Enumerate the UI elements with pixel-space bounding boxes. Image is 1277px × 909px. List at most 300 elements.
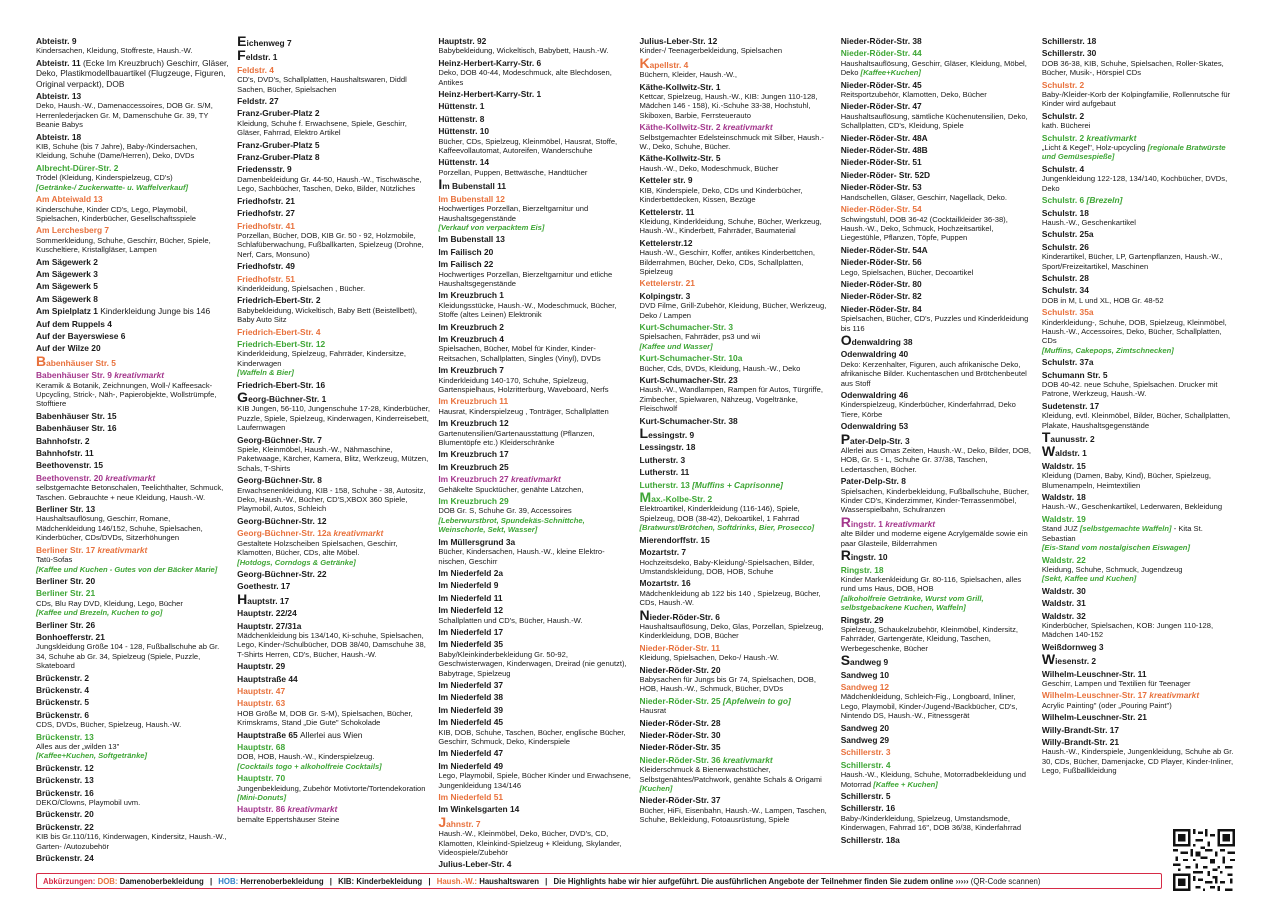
street-address <box>841 349 1034 359</box>
item-list: Keramik & Botanik, Zeichnungen, Woll-/ Kaffeesack-Upcycling, Strick-, Näh-, Papierobjekte, Wollstrümpfe, Stofftiere <box>36 380 217 409</box>
street-name: Julius-Leber-Str. 12 <box>639 36 718 46</box>
street-name: Auf dem Ruppels 4 <box>36 318 112 329</box>
address-entry <box>841 48 1034 77</box>
food-highlight: [Leberwurstbrot, Spundekäs-Schnittche, Weinschorle, Sekt, Wasser] <box>438 515 585 535</box>
address-entry <box>438 247 631 257</box>
food-highlight: [Hotdogs, Corndogs & Getränke] <box>237 557 356 567</box>
entry-description <box>237 175 430 194</box>
street-address <box>237 516 430 526</box>
street-name: Schulstr. 2 <box>1041 132 1085 143</box>
street-address <box>438 568 631 578</box>
address-entry <box>841 133 1034 143</box>
entry-description <box>841 814 1034 833</box>
item-list: Kleidung, evtl. Kleinmöbel, Bilder, Bücher, Schallplatten, Plakate, Haushaltsgegenstände <box>1041 411 1231 430</box>
street-address <box>36 460 229 470</box>
street-address <box>640 755 833 765</box>
street-name: Hüttenstr. 14 <box>438 157 490 168</box>
street-name: Friedrich-Ebert-Str. 12 <box>237 338 326 349</box>
column-5 <box>841 36 1042 864</box>
item-list: DOB in M, L und XL, HOB Gr. 48-52 <box>1041 295 1164 305</box>
address-entry <box>640 238 833 277</box>
address-entry <box>237 108 430 137</box>
street-name: Schulstr. 4 <box>1041 163 1085 174</box>
street-address <box>237 435 430 445</box>
street-address <box>640 175 833 185</box>
item-list: Bücher, Kindersachen, Haush.-W., kleine Elektro-nischen, Geschirr <box>438 547 605 566</box>
address-entry <box>36 331 229 341</box>
entry-description <box>438 485 631 494</box>
address-entry <box>1042 461 1235 490</box>
street-address <box>36 673 229 683</box>
item-list: Elektroartikel, Kinderkleidung (116-146), Spiele, Spielzeug, DOB (38-42), Dekoartikel, 1 Fahrrad <box>639 504 800 523</box>
street-address <box>237 96 430 106</box>
street-address <box>237 295 430 305</box>
street-name: Hauptstraße 44 <box>237 673 298 684</box>
street-name-rest: aldstr. 1 <box>1055 448 1087 459</box>
street-name: Waldstr. 19 <box>1041 513 1086 524</box>
food-highlight: [selbstgemachte Waffeln] <box>1079 524 1172 534</box>
street-address <box>237 208 430 218</box>
street-name: Schillerstr. 16 <box>840 803 896 814</box>
initial-letter: R <box>840 513 851 530</box>
street-name: Brückenstr. 6 <box>36 709 90 720</box>
food-highlight: [Kuchen] <box>639 784 673 794</box>
street-address <box>841 279 1034 289</box>
street-name: Schulstr. 25a <box>1041 229 1094 240</box>
food-highlight: [Muffins, Cakepops, Zimtschnecken] <box>1041 345 1174 355</box>
street-name: Nieder-Röder-Str. 47 <box>840 101 922 112</box>
item-list: Kinderschuhe, Kinder CD's, Lego, Playmobil, Spielsachen, Kinderbücher, Gesellschaftsspiele <box>36 204 196 223</box>
entry-description <box>640 46 833 55</box>
item-list: Mädchenkleidung bis 134/140, Ki-schuhe, Spielsachen, Lego, Kinder-/Schulbücher, DOB 38/40, Damschuhe 38, T-Shirts Herren, CD's, Bücher, Haush.-W. <box>237 630 426 659</box>
street-name: Schulstr. 18 <box>1041 207 1089 218</box>
food-highlight: [Sekt, Kaffee und Kuchen] <box>1041 574 1137 584</box>
initial-letter: I <box>438 176 443 193</box>
street-name: Schulstr. 35a <box>1041 307 1094 318</box>
street-address <box>36 225 229 235</box>
street-address <box>36 294 229 304</box>
item-list: bemalte Eppertshäuser Steine <box>237 814 340 824</box>
food-highlight: [Brezeln] <box>1086 195 1123 206</box>
entry-description <box>237 231 430 259</box>
entry-description <box>36 236 229 255</box>
entry-description <box>841 215 1034 243</box>
initial-letter: E <box>237 33 247 49</box>
street-address <box>1042 307 1235 317</box>
kreativmarkt-badge: kreativmarkt <box>722 122 773 133</box>
street-name: Am Sägewerk 3 <box>36 268 98 279</box>
street-name: Schillerstr. 30 <box>1041 48 1097 59</box>
street-name: Brückenstr. 5 <box>36 697 90 708</box>
address-entry <box>841 791 1034 801</box>
street-address <box>237 108 430 118</box>
address-entry <box>438 605 631 625</box>
address-entry <box>438 462 631 472</box>
address-entry <box>237 339 430 378</box>
item-list: DOB 36-38, KIB, Schuhe, Spielsachen, Roller-Skates, Bücher, Musik-, Hörspiel CDs <box>1041 58 1224 78</box>
entry-description <box>640 217 833 236</box>
address-entry <box>841 803 1034 832</box>
street-name: Bonhoefferstr. 21 <box>36 631 105 642</box>
item-list: Porzellan, Puppen, Bettwäsche, Handtücher <box>438 167 588 177</box>
address-entry <box>841 349 1034 388</box>
entry-description <box>438 137 631 156</box>
street-address <box>840 430 1034 447</box>
address-entry <box>640 730 833 740</box>
street-address <box>438 418 631 428</box>
address-entry <box>1042 725 1235 735</box>
abbr-kib-text: Kinderbekleidung <box>356 877 423 886</box>
address-entry <box>640 535 833 545</box>
address-entry <box>438 126 631 155</box>
street-name: Nieder-Röder-Str. 84 <box>840 303 922 314</box>
entry-description <box>438 344 631 363</box>
kreativmarkt-badge: kreativmarkt <box>1149 690 1200 701</box>
street-name: Weißdornweg 3 <box>1041 641 1104 652</box>
street-address <box>438 792 631 802</box>
street-address <box>1042 357 1235 367</box>
item-list: Jungskleidung Größe 104 - 128, Fußballschuhe ab Gr. 34, Schuhe ab Gr. 34, Spielzeug (Spiele, Puzzle, Skateboard <box>36 642 220 671</box>
item-list: Spielsachen, Kinderbekleidung, Fußballschuhe, Bücher, Kinder CD's, Kinderzimmer, Kinder-Terrassenmöbel, Wasserspielbahn, Schulranzen <box>840 486 1029 515</box>
street-address <box>639 54 833 71</box>
street-address <box>438 804 631 814</box>
street-address <box>237 686 430 696</box>
abbr-hob-text: Herrenoberbekleidung <box>240 877 324 886</box>
address-entry <box>237 274 430 294</box>
address-entry <box>36 306 229 316</box>
street-address <box>36 58 229 89</box>
item-list: Stand JUZ <box>1041 524 1078 534</box>
entry-description <box>640 332 833 341</box>
street-name: Georg-Büchner-Str. 12 <box>237 515 327 526</box>
street-name: Im Niederfeld 9 <box>438 580 499 591</box>
street-address <box>438 89 631 99</box>
street-address <box>438 748 631 758</box>
item-list: Deko, DOB 40-44, Modeschmuck, alte Blechdosen, Antikes <box>438 68 612 87</box>
street-address <box>841 565 1034 575</box>
entry-description <box>841 692 1034 720</box>
street-name: Schulstr. 37a <box>1041 357 1094 368</box>
address-entry <box>438 537 631 566</box>
street-name: Julius-Leber-Str. 4 <box>438 859 512 870</box>
street-address <box>640 696 833 706</box>
street-address <box>640 455 833 465</box>
address-entry <box>640 547 833 576</box>
entry-description <box>1042 380 1235 399</box>
street-name: Kettelerstr. 11 <box>639 206 695 217</box>
address-entry <box>1042 690 1235 710</box>
street-name: Ringstr. 29 <box>840 614 884 625</box>
item-list: Spielsachen, Fahrräder, ps3 und wii <box>639 332 761 342</box>
item-list: Tatü-Sofas <box>36 555 73 565</box>
item-list: CD's, DVD's, Schallplatten, Haushaltswaren, Diddl Sachen, Bücher, Spielsachen <box>237 75 407 94</box>
street-name: Schillerstr. 5 <box>840 791 891 802</box>
street-name-rest: eorg-Büchner-Str. 1 <box>248 394 327 404</box>
street-address <box>841 145 1034 155</box>
street-name: Berliner Str. 21 <box>36 588 96 599</box>
column-6 <box>1042 36 1243 864</box>
street-name: Beethovenstr. 15 <box>36 460 104 471</box>
item-list: Jungenkleidung 122-128, 134/140, Kochbücher, DVDs, Deko <box>1041 174 1228 193</box>
address-entry <box>841 760 1034 789</box>
street-address <box>438 605 631 615</box>
address-entry <box>237 686 430 696</box>
street-name: Nieder-Röder-Str. 82 <box>840 291 922 302</box>
food-highlight: [Kaffee + Kuchen] <box>873 779 938 789</box>
street-name: Brückenstr. 12 <box>36 762 94 773</box>
food-highlight: [Muffins + Caprisonne] <box>692 479 783 490</box>
address-entry <box>237 581 430 591</box>
street-name: Im Kreuzbruch 17 <box>438 449 509 460</box>
street-name: Schulstr. 2 <box>1041 110 1085 121</box>
street-name: Kurt-Schumacher-Str. 23 <box>639 375 738 385</box>
street-address <box>438 36 631 46</box>
street-address <box>1041 429 1235 446</box>
street-name: Feldstr. 4 <box>237 64 274 75</box>
street-name: Nieder-Röder-Str. 28 <box>639 717 721 728</box>
entry-description <box>438 270 631 289</box>
address-entry <box>36 504 229 543</box>
street-address <box>841 291 1034 301</box>
street-name: Auf der Bayerswiese 6 <box>36 330 126 341</box>
abbr-haush: Haush.-W.: <box>436 877 478 886</box>
street-address <box>1042 611 1235 621</box>
street-name-rest: abenhäuser Str. 5 <box>46 357 116 368</box>
kreativmarkt-badge: kreativmarkt <box>287 804 338 815</box>
street-name: Am Abteiwald 13 <box>36 194 103 205</box>
item-list: KIB bis Gr.110/116, Kinderwagen, Kindersitz, Haush.-W., Garten- /Autozubehör <box>36 832 227 851</box>
item-list: Hausrat <box>639 706 667 716</box>
street-address <box>237 661 430 671</box>
entry-description <box>841 112 1034 131</box>
street-address <box>36 91 229 101</box>
street-name: Georg-Büchner-Str. 8 <box>237 475 322 486</box>
address-entry <box>841 257 1034 277</box>
item-list: Mädchenkleidung ab 122 bis 140 , Spielzeug, Bücher, CDs, Haush.-W. <box>639 588 821 608</box>
street-name: Sandweg 29 <box>840 735 890 745</box>
street-address <box>237 621 430 631</box>
entry-description <box>640 385 833 413</box>
street-name: Im Niederfeld 35 <box>438 639 504 650</box>
street-name: Schillerstr. 3 <box>840 747 891 758</box>
item-list: Kinderspielzeug, Kinderbücher, Kinderfahrrad, Deko Tiere, Körbe <box>840 400 1016 419</box>
street-address <box>36 620 229 630</box>
entry-description <box>1042 218 1235 227</box>
item-list: Acrylic Painting" (oder „Pouring Paint") <box>1041 700 1172 710</box>
item-list: Haush.-W., Kinderspiele, Jungenkleidung, Schuhe ab Gr. 30, CDs, Bücher, Damenjacke, CD Player, Kinder-Inliner, Lego, Fußballkleidung <box>1041 747 1234 776</box>
address-entry <box>237 475 430 514</box>
entry-description <box>640 675 833 694</box>
entry-description <box>640 248 833 276</box>
address-entry <box>640 696 833 716</box>
street-address <box>1042 690 1235 700</box>
street-address <box>640 322 833 332</box>
entry-description <box>841 446 1034 474</box>
street-address <box>237 196 430 206</box>
street-address <box>237 327 430 337</box>
item-list: alte Bilder und moderne eigene Acrylgemälde sowie ein paar Glasteile, Bilderrahmen <box>840 529 1028 548</box>
address-entry <box>640 442 833 452</box>
address-entry <box>438 705 631 715</box>
item-list: Kleidung, Spielsachen, Deko-/ Haush.-W. <box>639 653 779 663</box>
address-entry <box>841 157 1034 167</box>
street-name: Kurt-Schumacher-Str. 3 <box>639 321 734 332</box>
address-entry <box>639 54 833 80</box>
street-name: Waldstr. 30 <box>1041 585 1086 596</box>
entry-description <box>1042 121 1235 130</box>
entry-description <box>841 268 1034 277</box>
street-name-rest: andweg 9 <box>850 657 889 668</box>
street-name: Brückenstr. 13 <box>36 775 94 786</box>
address-entry <box>36 269 229 279</box>
street-address <box>438 290 631 300</box>
address-entry <box>1042 133 1235 162</box>
address-entry <box>36 697 229 707</box>
address-entry <box>237 152 430 162</box>
street-address <box>640 207 833 217</box>
entry-description <box>640 622 833 641</box>
initial-letter: L <box>639 425 649 442</box>
item-list: Geschirr, Lampen und Textilien für Teenager <box>1041 678 1191 688</box>
street-address <box>438 157 631 167</box>
address-entry <box>841 747 1034 757</box>
street-name: Hauptstr. 86 <box>237 804 286 815</box>
item-list: Kleidung, Schuhe, Schmuck, Jugendzeug <box>1041 564 1183 574</box>
street-address <box>841 170 1034 180</box>
street-name: Im Niederfeld 45 <box>438 717 504 728</box>
street-address <box>1042 461 1235 471</box>
item-list: Haushaltsauflösung, Geschirr, Romane, Mädchenkleidung 146/152, Schuhe, Spielsachen, Kinderbücher, CDs/DVDs, Sitzerhöhungen <box>36 514 203 543</box>
street-address <box>36 473 229 483</box>
street-name: Friedrich-Ebert-Str. 16 <box>237 379 326 390</box>
street-name: Käthe-Kollwitz-Str. 5 <box>639 153 721 164</box>
street-name: Schulstr. 2 <box>1041 79 1085 90</box>
street-address <box>639 606 833 623</box>
street-name: Hauptstr. 68 <box>237 742 286 752</box>
address-entry <box>438 568 631 578</box>
entry-description <box>438 376 631 395</box>
street-address <box>438 247 631 257</box>
street-name: Waldstr. 32 <box>1041 610 1086 621</box>
entry-description <box>640 364 833 373</box>
address-entry <box>36 58 229 89</box>
street-name: Nieder-Röder-Str. 35 <box>639 742 721 753</box>
street-name: Wilhelm-Leuschner-Str. 11 <box>1041 668 1147 679</box>
address-entry <box>36 545 229 574</box>
street-name: Sandweg 20 <box>840 722 890 733</box>
item-list: Schwingstuhl, DOB 36-42 (Cocktailkleider 36-38), Haush.-W., Deko, Schmuck, Hochzeitsartikel, Liegestühle, Pflanzen, Töpfe, Puppen <box>840 214 1008 243</box>
item-list: Kinderkleidung, Spielzeug, Fahrräder, Kindersitze, Kinderwagen <box>237 349 407 368</box>
initial-letter: W <box>1041 651 1056 668</box>
address-entry <box>1042 586 1235 596</box>
entry-description <box>438 68 631 87</box>
street-name: Albrecht-Dürer-Str. 2 <box>36 162 119 173</box>
qr-code-icon[interactable] <box>1173 829 1235 891</box>
entry-description <box>36 483 229 502</box>
entry-description <box>1042 174 1235 193</box>
entry-description <box>237 404 430 432</box>
street-name: Im Kreuzbruch 11 <box>438 396 509 407</box>
street-name: Abteistr. 18 <box>36 131 82 142</box>
street-address <box>1042 555 1235 565</box>
address-entry <box>1042 357 1235 367</box>
street-address <box>640 442 833 452</box>
food-highlight: [Waffeln & Bier] <box>237 368 294 378</box>
street-address <box>237 380 430 390</box>
street-name: Waldstr. 22 <box>1041 554 1086 565</box>
abbreviations-footer: Abkürzungen: DOB: Damenoberbekleidung | HOB: Herrenoberbekleidung | KIB: Kinderbekleidung | Haush.-W.: Haushaltswaren | Die Highlights habe wir hier aufgeführt. Die ausführlichen Angebote der Teilnehmer finden Sie zudem online ››››› (QR-Code scannen) <box>36 873 1162 889</box>
street-address <box>1042 285 1235 295</box>
street-name: Im Bubenstall 13 <box>438 234 505 245</box>
street-name: Abteistr. 11 <box>36 57 81 68</box>
item-list: Spiele, Kleinmöbel, Haush.-W., Nähmaschine, Paketwaage, Kärcher, Kamera, Blitz, Werkzeug, Mützen, Schals, T-Shirts <box>237 445 429 473</box>
street-name: Brückenstr. 20 <box>36 809 94 820</box>
street-address <box>237 528 430 538</box>
item-list: Babybekleidung, Wickeltisch, Baby Bett (Beistellbett), Baby Auto Sitz <box>237 305 417 325</box>
item-list: Deko, Haush.-W., Damenaccessoires, DOB Gr. S/M, Herrenlederjacken Gr. M, Damenschuhe Gr. 39, TY Beanie Babys <box>36 101 213 130</box>
address-entry <box>237 33 430 49</box>
street-address <box>438 101 631 111</box>
street-address <box>841 835 1034 845</box>
item-list: „Licht & Kegel", Holz-upcycling <box>1041 143 1146 153</box>
entry-description <box>36 514 229 542</box>
item-list: KIB, DOB, Schuhe, Taschen, Bücher, englische Bücher, Geschirr, Schmuck, Deko, Kinderspiele <box>438 727 626 746</box>
entry-description <box>1042 296 1235 305</box>
street-name: Bahnhofstr. 11 <box>36 448 94 459</box>
address-entry <box>36 257 229 267</box>
food-highlight: [Kaffee und Brezeln, Kuchen to go] <box>36 608 163 618</box>
address-entry <box>640 795 833 824</box>
food-highlight: [Apfelwein to go] <box>722 695 791 706</box>
entry-description <box>1042 565 1235 574</box>
address-entry <box>640 122 833 151</box>
address-entry <box>438 396 631 416</box>
street-name: Im Niederfeld 12 <box>438 605 504 616</box>
street-name: Nieder-Röder-Str. 53 <box>840 182 922 193</box>
street-name: Friedhofstr. 41 <box>237 220 295 231</box>
address-entry <box>841 204 1034 243</box>
address-entry <box>36 352 229 369</box>
street-name: Nieder-Röder-Str. 56 <box>840 257 922 268</box>
address-entry <box>438 580 631 590</box>
street-name: Friedhofstr. 51 <box>237 273 295 284</box>
street-address <box>841 476 1034 486</box>
address-entry <box>36 732 229 761</box>
street-address <box>438 580 631 590</box>
address-entry <box>1042 273 1235 283</box>
street-address <box>1042 242 1235 252</box>
address-entry <box>36 685 229 695</box>
street-address <box>640 36 833 46</box>
item-list-extra: - Kita St. Sebastian <box>1041 524 1203 543</box>
item-list: Kleidung, Kinderkleidung, Schuhe, Bücher, Werkzeug, Haush.-W., Kinderbett, Fahrräder, Baumaterial <box>639 216 822 236</box>
street-address <box>640 153 833 163</box>
entry-description <box>640 133 833 152</box>
street-address <box>1042 111 1235 121</box>
item-list: Haush.-W., Kleinmöbel, Deko, Bücher, DVD's, CD, Klamotten, Kleinkind-Spielzeug + Kleidung, Skylander, Videospiele/Zubehör <box>438 829 622 858</box>
street-address <box>640 742 833 752</box>
address-entry <box>1042 307 1235 355</box>
street-address <box>237 742 430 752</box>
street-name: Im Niederfeld 38 <box>438 692 504 703</box>
street-address <box>840 547 1034 564</box>
address-entry <box>237 380 430 390</box>
address-entry <box>841 145 1034 155</box>
street-address <box>841 204 1034 214</box>
item-list: Gehäkelte Spucktücher, genähte Lätzchen, <box>438 484 584 494</box>
street-address <box>36 370 229 380</box>
street-address <box>640 278 833 288</box>
